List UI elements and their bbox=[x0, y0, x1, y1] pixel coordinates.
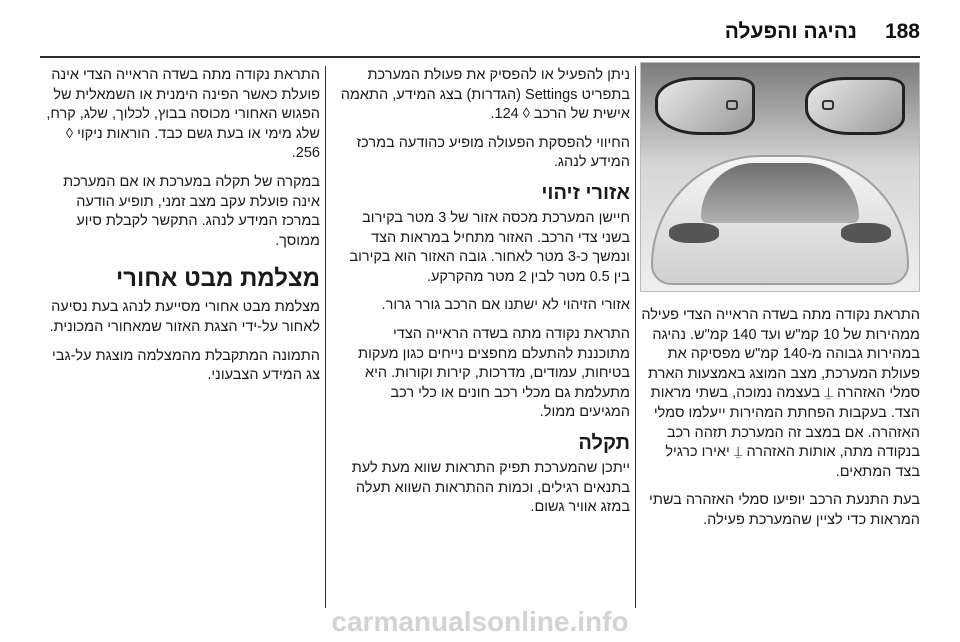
column-divider bbox=[635, 66, 636, 608]
tail-light bbox=[669, 223, 719, 243]
paragraph: החיווי להפסקת הפעולה מופיע כהודעה במרכז המידע לנהג. bbox=[356, 134, 630, 171]
blind-spot-warning-icon bbox=[726, 100, 738, 110]
column-divider bbox=[325, 66, 326, 608]
page-header bbox=[40, 20, 920, 50]
car-rear-window bbox=[701, 163, 859, 223]
paragraph: במקרה של תקלה במערכת או אם המערכת אינה פועלת עקב מצב זמני, תופיע הודעה במרכז המידע לנהג. התקשר לקבלת סיוע ממוסך. bbox=[63, 173, 320, 249]
paragraph: התראת נקודה מתה בשדה הראייה הצדי פעילה ממהירות של 10 קמ"ש ועד 140 קמ"ש. נהיגה במהירות גבוהה מ-140 קמ"ש מפסיקה את פעולת המערכת, מצב המוצג באמצעות הארת סמלי האזהרה ⍊ בעצמה נמוכה, בשתי מראות הצד. בעקבות הפחתת המהירות ייעלמו סמלי האזהרה. אם במצב זה המערכת תזהה רכב בנקודה מתה, אותות האזהרה ⍊ יאירו כרגיל בצד המתאים. bbox=[641, 307, 920, 480]
paragraph: חיישן המערכת מכסה אזור של 3 מטר בקירוב בשני צדי הרכב. האזור מתחיל במראות הצד ונמשך כ-3 מטר לאחור. גובה האזור הוא בקירוב בין 0.5 מטר לבין 2 מטר מהקרקע. bbox=[349, 209, 630, 285]
paragraph: ייתכן שהמערכת תפיק התראות שווא מעת לעת בתנאים רגילים, וכמות ההתראות השווא תעלה במזג אוויר גשום. bbox=[351, 459, 630, 516]
paragraph: התמונה המתקבלת מהמצלמה מוצגת על-גבי צג המידע הצבעוני. bbox=[52, 347, 320, 384]
section-heading-detection-zones: אזורי זיהוי bbox=[541, 181, 630, 204]
blind-spot-warning-icon bbox=[822, 100, 834, 110]
tail-light bbox=[841, 223, 891, 243]
page-number: 188 bbox=[884, 20, 920, 43]
paragraph: מצלמת מבט אחורי מסייעת לנהג בעת נסיעה לאחור על-ידי הצגת האזור שמאחורי המכונית. bbox=[49, 299, 320, 335]
paragraph: התראת נקודה מתה בשדה הראייה הצדי מתוכננת להתעלם מחפצים נייחים כגון מעקות בטיחות, עמודים, מדרכות, קירות וקורות. היא מתעלמת גם מכלי רכב חונים או כלי רכב המגיעים ממול. bbox=[358, 325, 630, 421]
paragraph: ניתן להפעיל או להפסיק את פעולת המערכת בתפריט Settings (הגדרות) בצג המידע, התאמה אישית של הרכב ◊ 124. bbox=[340, 67, 630, 123]
column-2 bbox=[338, 66, 630, 527]
watermark: carmanualsonline.info bbox=[331, 606, 629, 637]
paragraph: בעת התנעת הרכב יופיעו סמלי האזהרה בשתי המראות כדי לציין שהמערכת פעילה. bbox=[649, 492, 920, 528]
car-rear-illustration bbox=[640, 62, 920, 292]
left-mirror bbox=[655, 77, 755, 135]
column-3 bbox=[38, 66, 320, 395]
section-heading-fault: תקלה bbox=[578, 431, 630, 454]
header-rule bbox=[40, 56, 920, 58]
column-1 bbox=[640, 62, 920, 540]
section-heading-rear-camera: מצלמת מבט אחורי bbox=[115, 265, 320, 293]
paragraph: התראת נקודה מתה בשדה הראייה הצדי אינה פועלת כאשר הפינה הימנית או השמאלית של הפגוש האחורי מכוסה בבוץ, לכלוך, שלג, קרח, שלג מימי או בעת גשם כבד. הוראות ניקוי ◊ 256. bbox=[46, 67, 320, 162]
right-mirror bbox=[805, 77, 905, 135]
paragraph: אזורי הזיהוי לא ישתנו אם הרכב גורר גרור. bbox=[381, 297, 630, 314]
page-title: נהיגה והפעלה bbox=[724, 20, 857, 43]
